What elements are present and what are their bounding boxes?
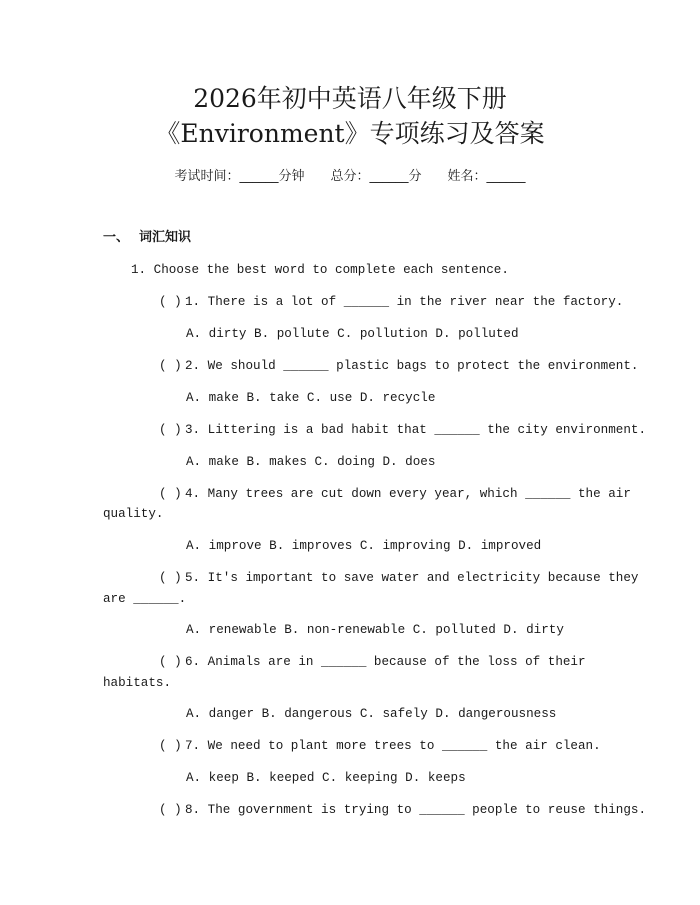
question-row [159, 421, 646, 439]
answer-blank: ( ) [159, 487, 182, 501]
question-text: 6. Animals are in ______ because of the loss of their [185, 655, 586, 669]
question-options: A. improve B. improves C. improving D. improved [186, 539, 542, 553]
question-text: 8. The government is trying to ______ people to reuse things. [185, 803, 647, 817]
question-row [159, 357, 638, 375]
question-row [159, 737, 601, 755]
section-title: 词汇知识 [139, 230, 192, 245]
answer-blank: ( ) [159, 739, 182, 753]
question-row [159, 801, 646, 819]
exam-info-row [0, 168, 700, 186]
exam-score-field: 总分：______分 [330, 169, 422, 184]
question-options: A. renewable B. non-renewable C. polluted D. dirty [186, 623, 564, 637]
answer-blank: ( ) [159, 571, 182, 585]
question-options: A. keep B. keeped C. keeping D. keeps [186, 771, 466, 785]
exam-time-field: 考试时间：______分钟 [174, 169, 305, 184]
question-text: 1. There is a lot of ______ in the river near the factory. [185, 295, 624, 309]
answer-blank: ( ) [159, 423, 182, 437]
question-options: A. make B. take C. use D. recycle [186, 391, 436, 405]
question-row [159, 569, 638, 587]
answer-blank: ( ) [159, 295, 182, 309]
question-text: 2. We should ______ plastic bags to protect the environment. [185, 359, 639, 373]
section-heading [103, 229, 191, 247]
instruction-text: 1. Choose the best word to complete each sentence. [131, 263, 509, 277]
question-row [159, 653, 586, 671]
question-text-continued: quality. [103, 507, 164, 521]
document-title: 2026年初中英语八年级下册 [193, 84, 507, 113]
exam-name-field: 姓名：______ [447, 169, 526, 184]
question-row [159, 485, 631, 503]
section-number: 一、 [103, 230, 130, 245]
document-subtitle: 《Environment》专项练习及答案 [155, 119, 545, 148]
question-options: A. danger B. dangerous C. safely D. dangerousness [186, 707, 557, 721]
question-text: 7. We need to plant more trees to ______ the air clean. [185, 739, 601, 753]
answer-blank: ( ) [159, 803, 182, 817]
answer-blank: ( ) [159, 359, 182, 373]
question-row [159, 293, 623, 311]
question-options: A. make B. makes C. doing D. does [186, 455, 436, 469]
question-text: 3. Littering is a bad habit that ______ the city environment. [185, 423, 647, 437]
question-text-continued: habitats. [103, 676, 172, 690]
question-text: 4. Many trees are cut down every year, which ______ the air [185, 487, 631, 501]
question-text: 5. It's important to save water and electricity because they [185, 571, 639, 585]
answer-blank: ( ) [159, 655, 182, 669]
question-options: A. dirty B. pollute C. pollution D. polluted [186, 327, 519, 341]
question-text-continued: are ______. [103, 592, 187, 606]
